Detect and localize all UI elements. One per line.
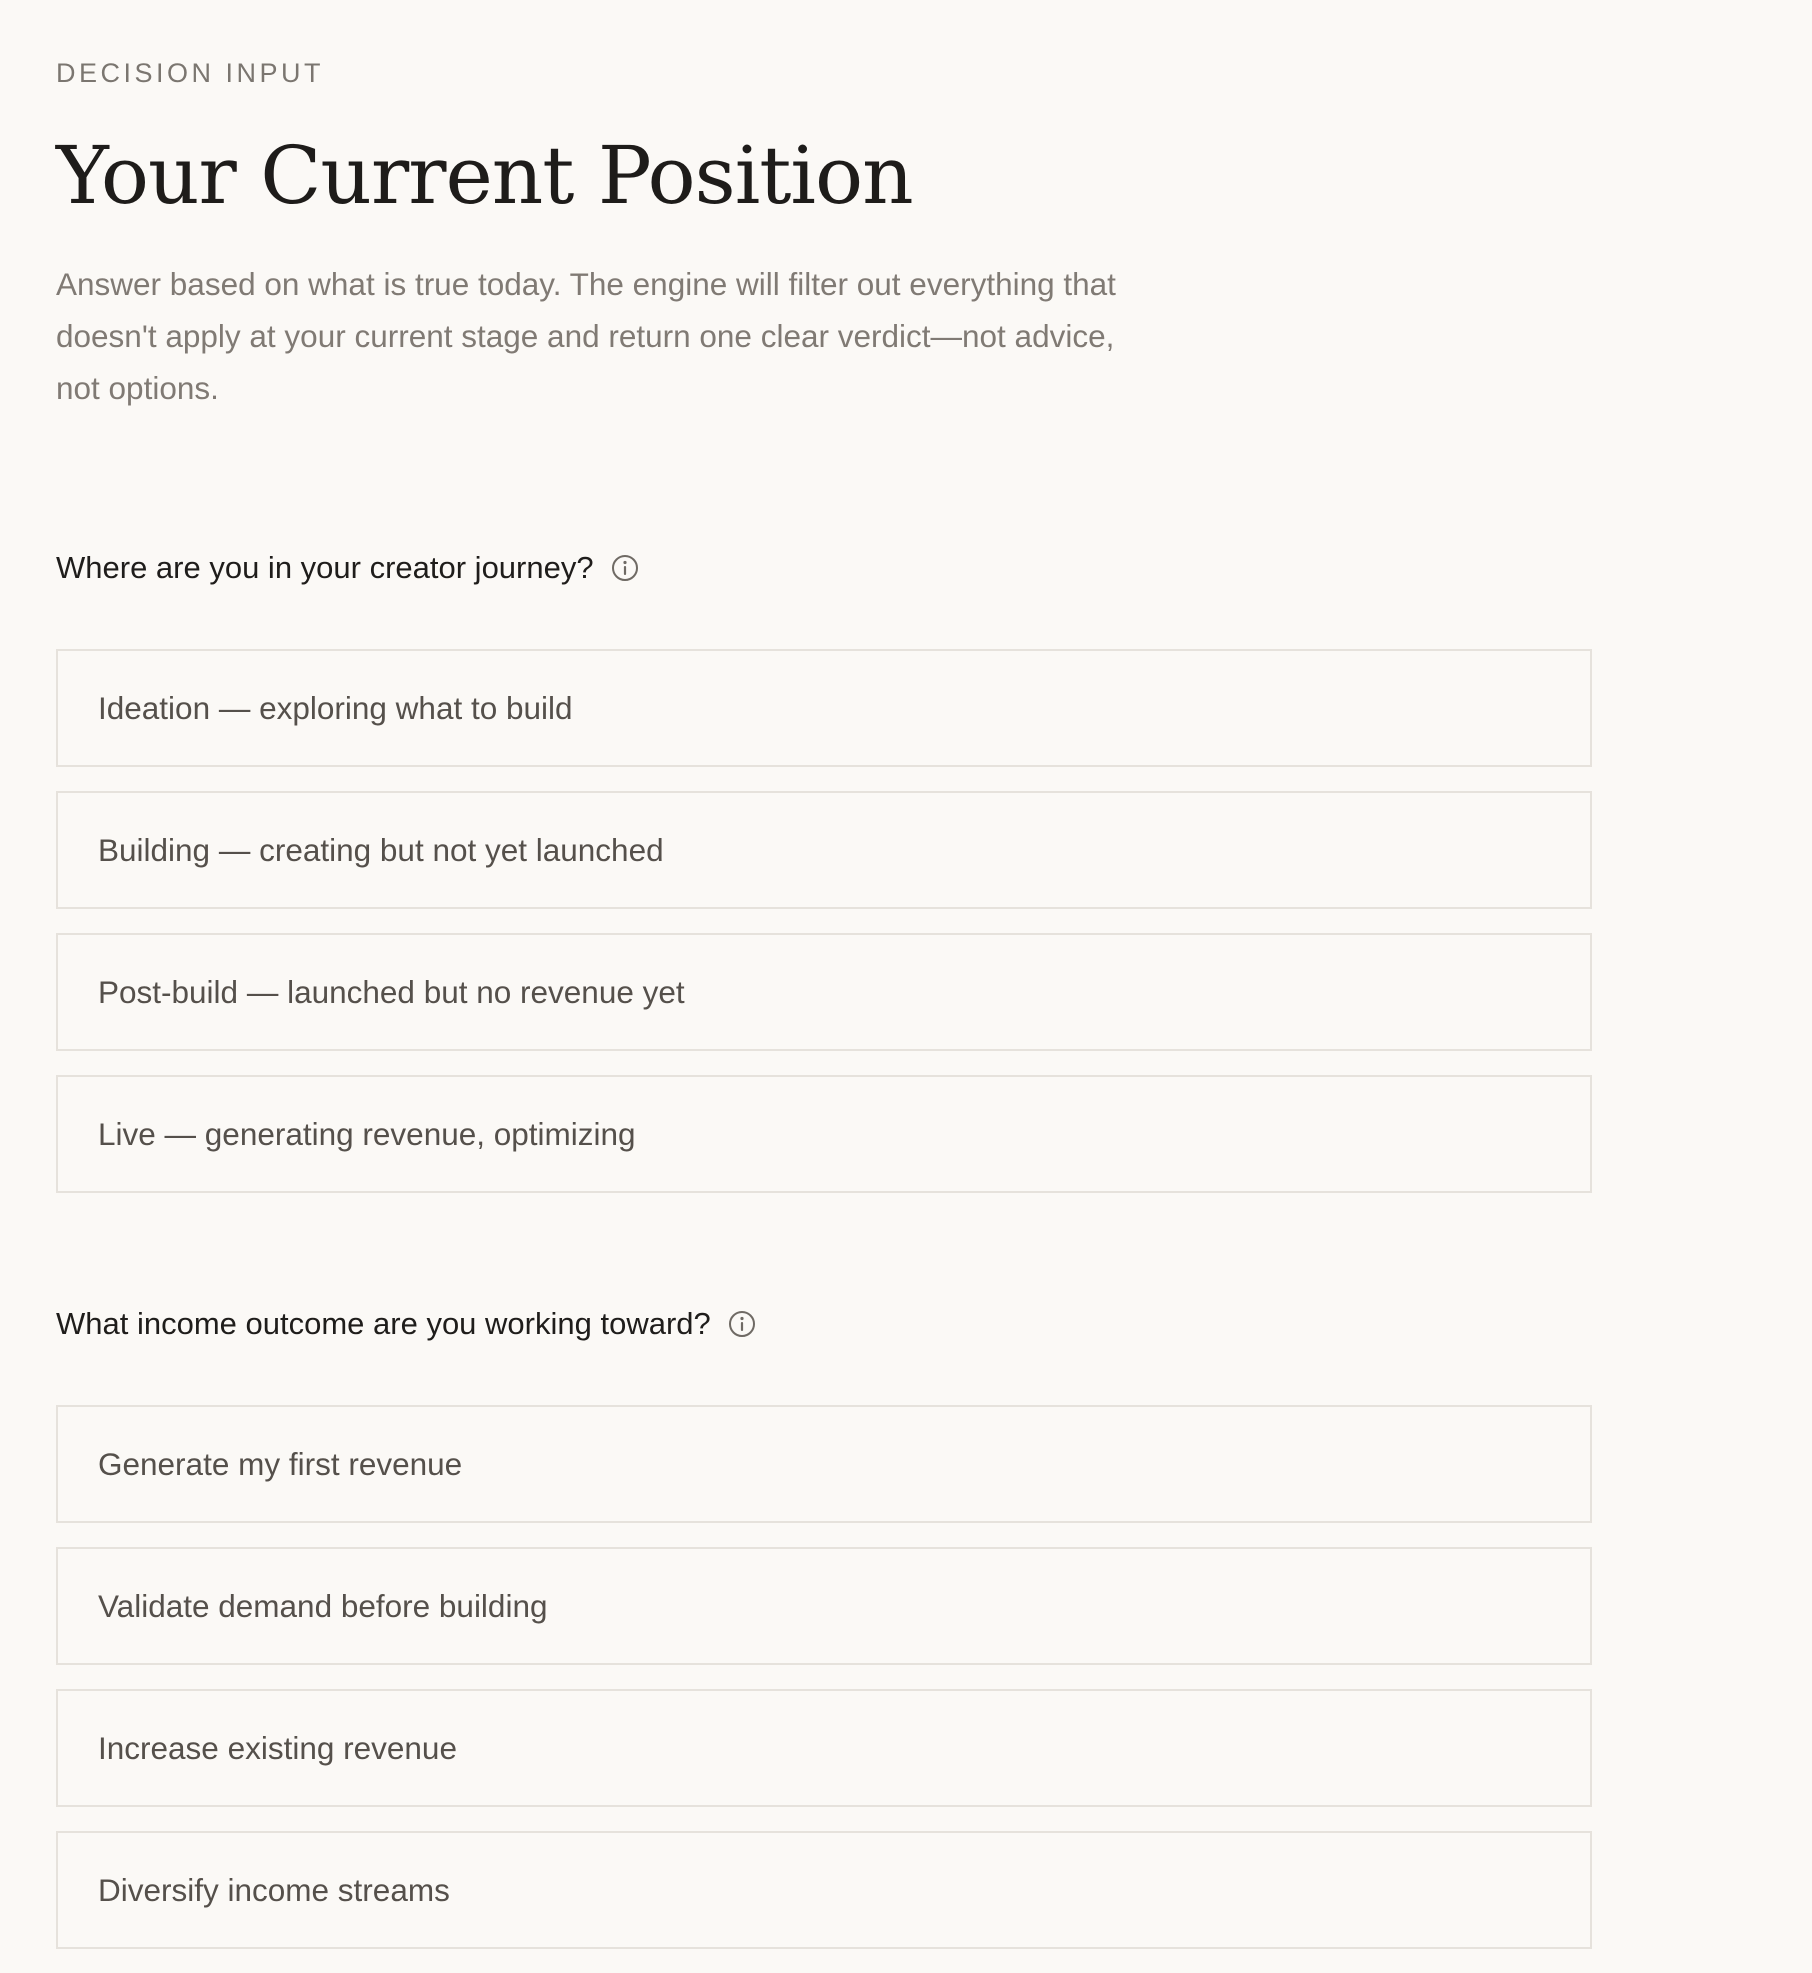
info-circle-icon[interactable] <box>727 1309 757 1339</box>
option-increase-revenue[interactable] <box>56 1689 1592 1807</box>
option-label: Diversify income streams <box>98 1871 450 1908</box>
option-live[interactable] <box>56 1075 1592 1193</box>
option-list <box>56 649 1592 1193</box>
option-label: Generate my first revenue <box>98 1445 463 1482</box>
option-label: Ideation — exploring what to build <box>98 689 573 726</box>
option-label: Validate demand before building <box>98 1587 548 1624</box>
option-label: Increase existing revenue <box>98 1729 457 1766</box>
option-post-build[interactable] <box>56 933 1592 1051</box>
question-label: What income outcome are you working toward? <box>56 1306 711 1341</box>
option-diversify-income[interactable] <box>56 1831 1592 1949</box>
question-heading <box>56 1296 1592 1352</box>
question-income-outcome <box>56 1296 1592 1973</box>
option-label: Post-build — launched but no revenue yet <box>98 973 685 1010</box>
question-label: Where are you in your creator journey? <box>56 550 594 585</box>
option-ideation[interactable] <box>56 649 1592 767</box>
page-title: Your Current Position <box>56 129 913 222</box>
option-validate-demand[interactable] <box>56 1547 1592 1665</box>
option-label: Live — generating revenue, optimizing <box>98 1115 636 1152</box>
info-circle-icon[interactable] <box>610 553 640 583</box>
option-list <box>56 1405 1592 1949</box>
option-first-revenue[interactable] <box>56 1405 1592 1523</box>
option-building[interactable] <box>56 791 1592 909</box>
question-heading <box>56 540 1592 596</box>
intro-text: Answer based on what is true today. The engine will filter out everything that doesn't apply at your current stage and return one clear verdict—not advice, not options. <box>56 266 1116 406</box>
question-creator-journey <box>56 540 1592 1217</box>
option-label: Building — creating but not yet launched <box>98 831 664 868</box>
eyebrow-label: DECISION INPUT <box>56 58 325 88</box>
